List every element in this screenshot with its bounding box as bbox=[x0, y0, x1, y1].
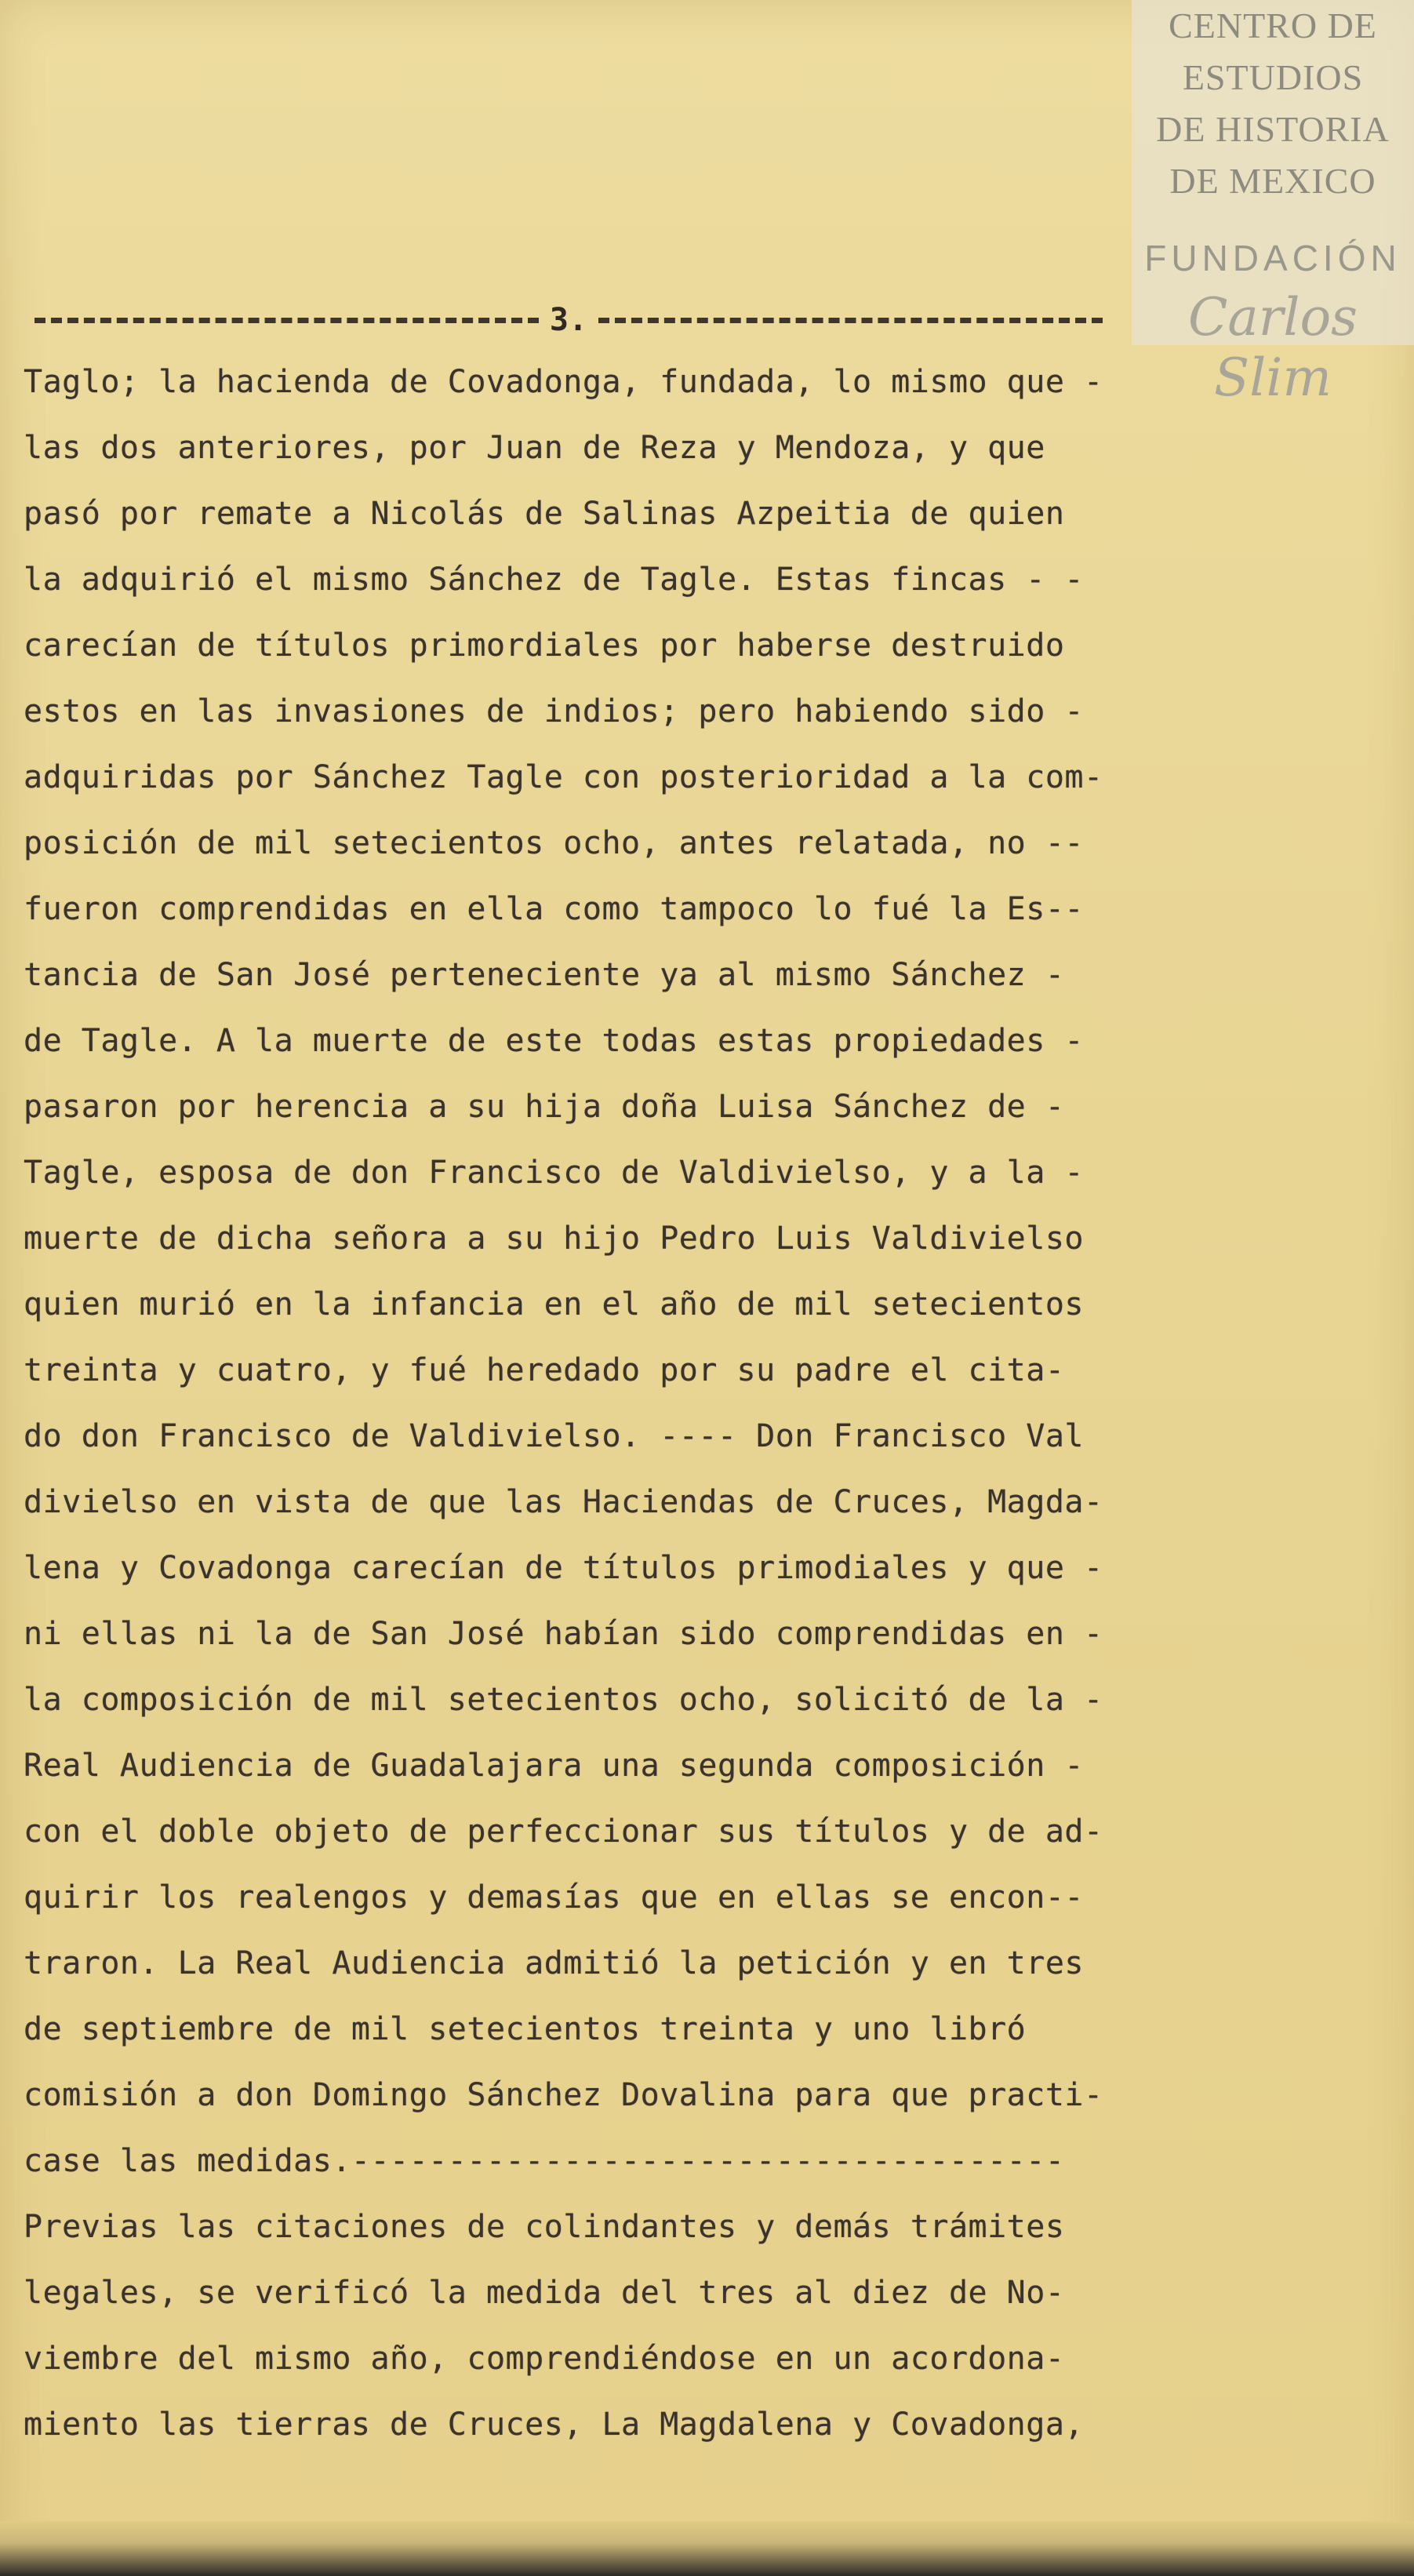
text-line: Previas las citaciones de colindantes y demás trámites bbox=[24, 2209, 1065, 2245]
text-line: lena y Covadonga carecían de títulos primodiales y que - bbox=[24, 1550, 1103, 1586]
text-line: tancia de San José perteneciente ya al mismo Sánchez - bbox=[24, 957, 1065, 993]
header-dash-right bbox=[598, 318, 1103, 323]
watermark-line-3: DE HISTORIA bbox=[1156, 109, 1390, 149]
text-line: carecían de títulos primordiales por haberse destruido bbox=[24, 628, 1065, 664]
text-line: posición de mil setecientos ocho, antes relatada, no -- bbox=[24, 825, 1085, 861]
text-line: Real Audiencia de Guadalajara una segunda composición - bbox=[24, 1748, 1085, 1784]
text-line: traron. La Real Audiencia admitió la petición y en tres bbox=[24, 1945, 1085, 1981]
text-line: Tagle, esposa de don Francisco de Valdivielso, y a la - bbox=[24, 1155, 1085, 1191]
text-line: do don Francisco de Valdivielso. ---- Don Francisco Val bbox=[24, 1418, 1085, 1454]
text-line: con el doble objeto de perfeccionar sus títulos y de ad- bbox=[24, 1814, 1103, 1850]
page-bottom-edge bbox=[0, 2521, 1414, 2576]
text-line: estos en las invasiones de indios; pero habiendo sido - bbox=[24, 693, 1085, 730]
text-line: de Tagle. A la muerte de este todas estas propiedades - bbox=[24, 1023, 1085, 1059]
text-line: legales, se verificó la medida del tres al diez de No- bbox=[24, 2275, 1065, 2311]
watermark-foundation: FUNDACIÓN bbox=[1144, 238, 1401, 278]
text-line: pasó por remate a Nicolás de Salinas Azpeitia de quien bbox=[24, 496, 1065, 532]
watermark-line-2: ESTUDIOS bbox=[1182, 57, 1364, 97]
text-line: divielso en vista de que las Haciendas de Cruces, Magda- bbox=[24, 1484, 1103, 1520]
text-line: pasaron por herencia a su hija doña Luisa Sánchez de - bbox=[24, 1089, 1065, 1125]
watermark-signature: Carlos Slim bbox=[1187, 287, 1358, 408]
text-line: quirir los realengos y demasías que en ellas se encon-- bbox=[24, 1879, 1085, 1916]
text-line: quien murió en la infancia en el año de mil setecientos bbox=[24, 1286, 1085, 1323]
text-line: muerte de dicha señora a su hijo Pedro Luis Valdivielso bbox=[24, 1221, 1085, 1257]
text-line: treinta y cuatro, y fué heredado por su padre el cita- bbox=[24, 1352, 1065, 1388]
archive-watermark bbox=[1132, 0, 1414, 408]
page-header bbox=[24, 297, 1114, 344]
text-line: Taglo; la hacienda de Covadonga, fundada, lo mismo que - bbox=[24, 364, 1103, 400]
watermark-line-4: DE MEXICO bbox=[1169, 161, 1376, 201]
header-dash-left bbox=[35, 318, 539, 323]
text-line: case las medidas.------------------------------------- bbox=[24, 2143, 1065, 2179]
text-line: de septiembre de mil setecientos treinta y uno libró bbox=[24, 2011, 1027, 2047]
text-line: comisión a don Domingo Sánchez Dovalina para que practi- bbox=[24, 2077, 1103, 2113]
text-line: miento las tierras de Cruces, La Magdalena y Covadonga, bbox=[24, 2407, 1085, 2443]
typed-body-text bbox=[24, 349, 1137, 2458]
text-line: fueron comprendidas en ella como tampoco lo fué la Es-- bbox=[24, 891, 1085, 927]
text-line: viembre del mismo año, comprendiéndose en un acordona- bbox=[24, 2341, 1065, 2377]
page-number: 3. bbox=[549, 302, 588, 338]
text-line: adquiridas por Sánchez Tagle con posterioridad a la com- bbox=[24, 759, 1103, 795]
text-line: ni ellas ni la de San José habían sido comprendidas en - bbox=[24, 1616, 1103, 1652]
text-line: las dos anteriores, por Juan de Reza y Mendoza, y que bbox=[24, 430, 1045, 466]
text-line: la composición de mil setecientos ocho, solicitó de la - bbox=[24, 1682, 1103, 1718]
watermark-line-1: CENTRO DE bbox=[1169, 5, 1377, 45]
text-line: la adquirió el mismo Sánchez de Tagle. Estas fincas - - bbox=[24, 562, 1085, 598]
